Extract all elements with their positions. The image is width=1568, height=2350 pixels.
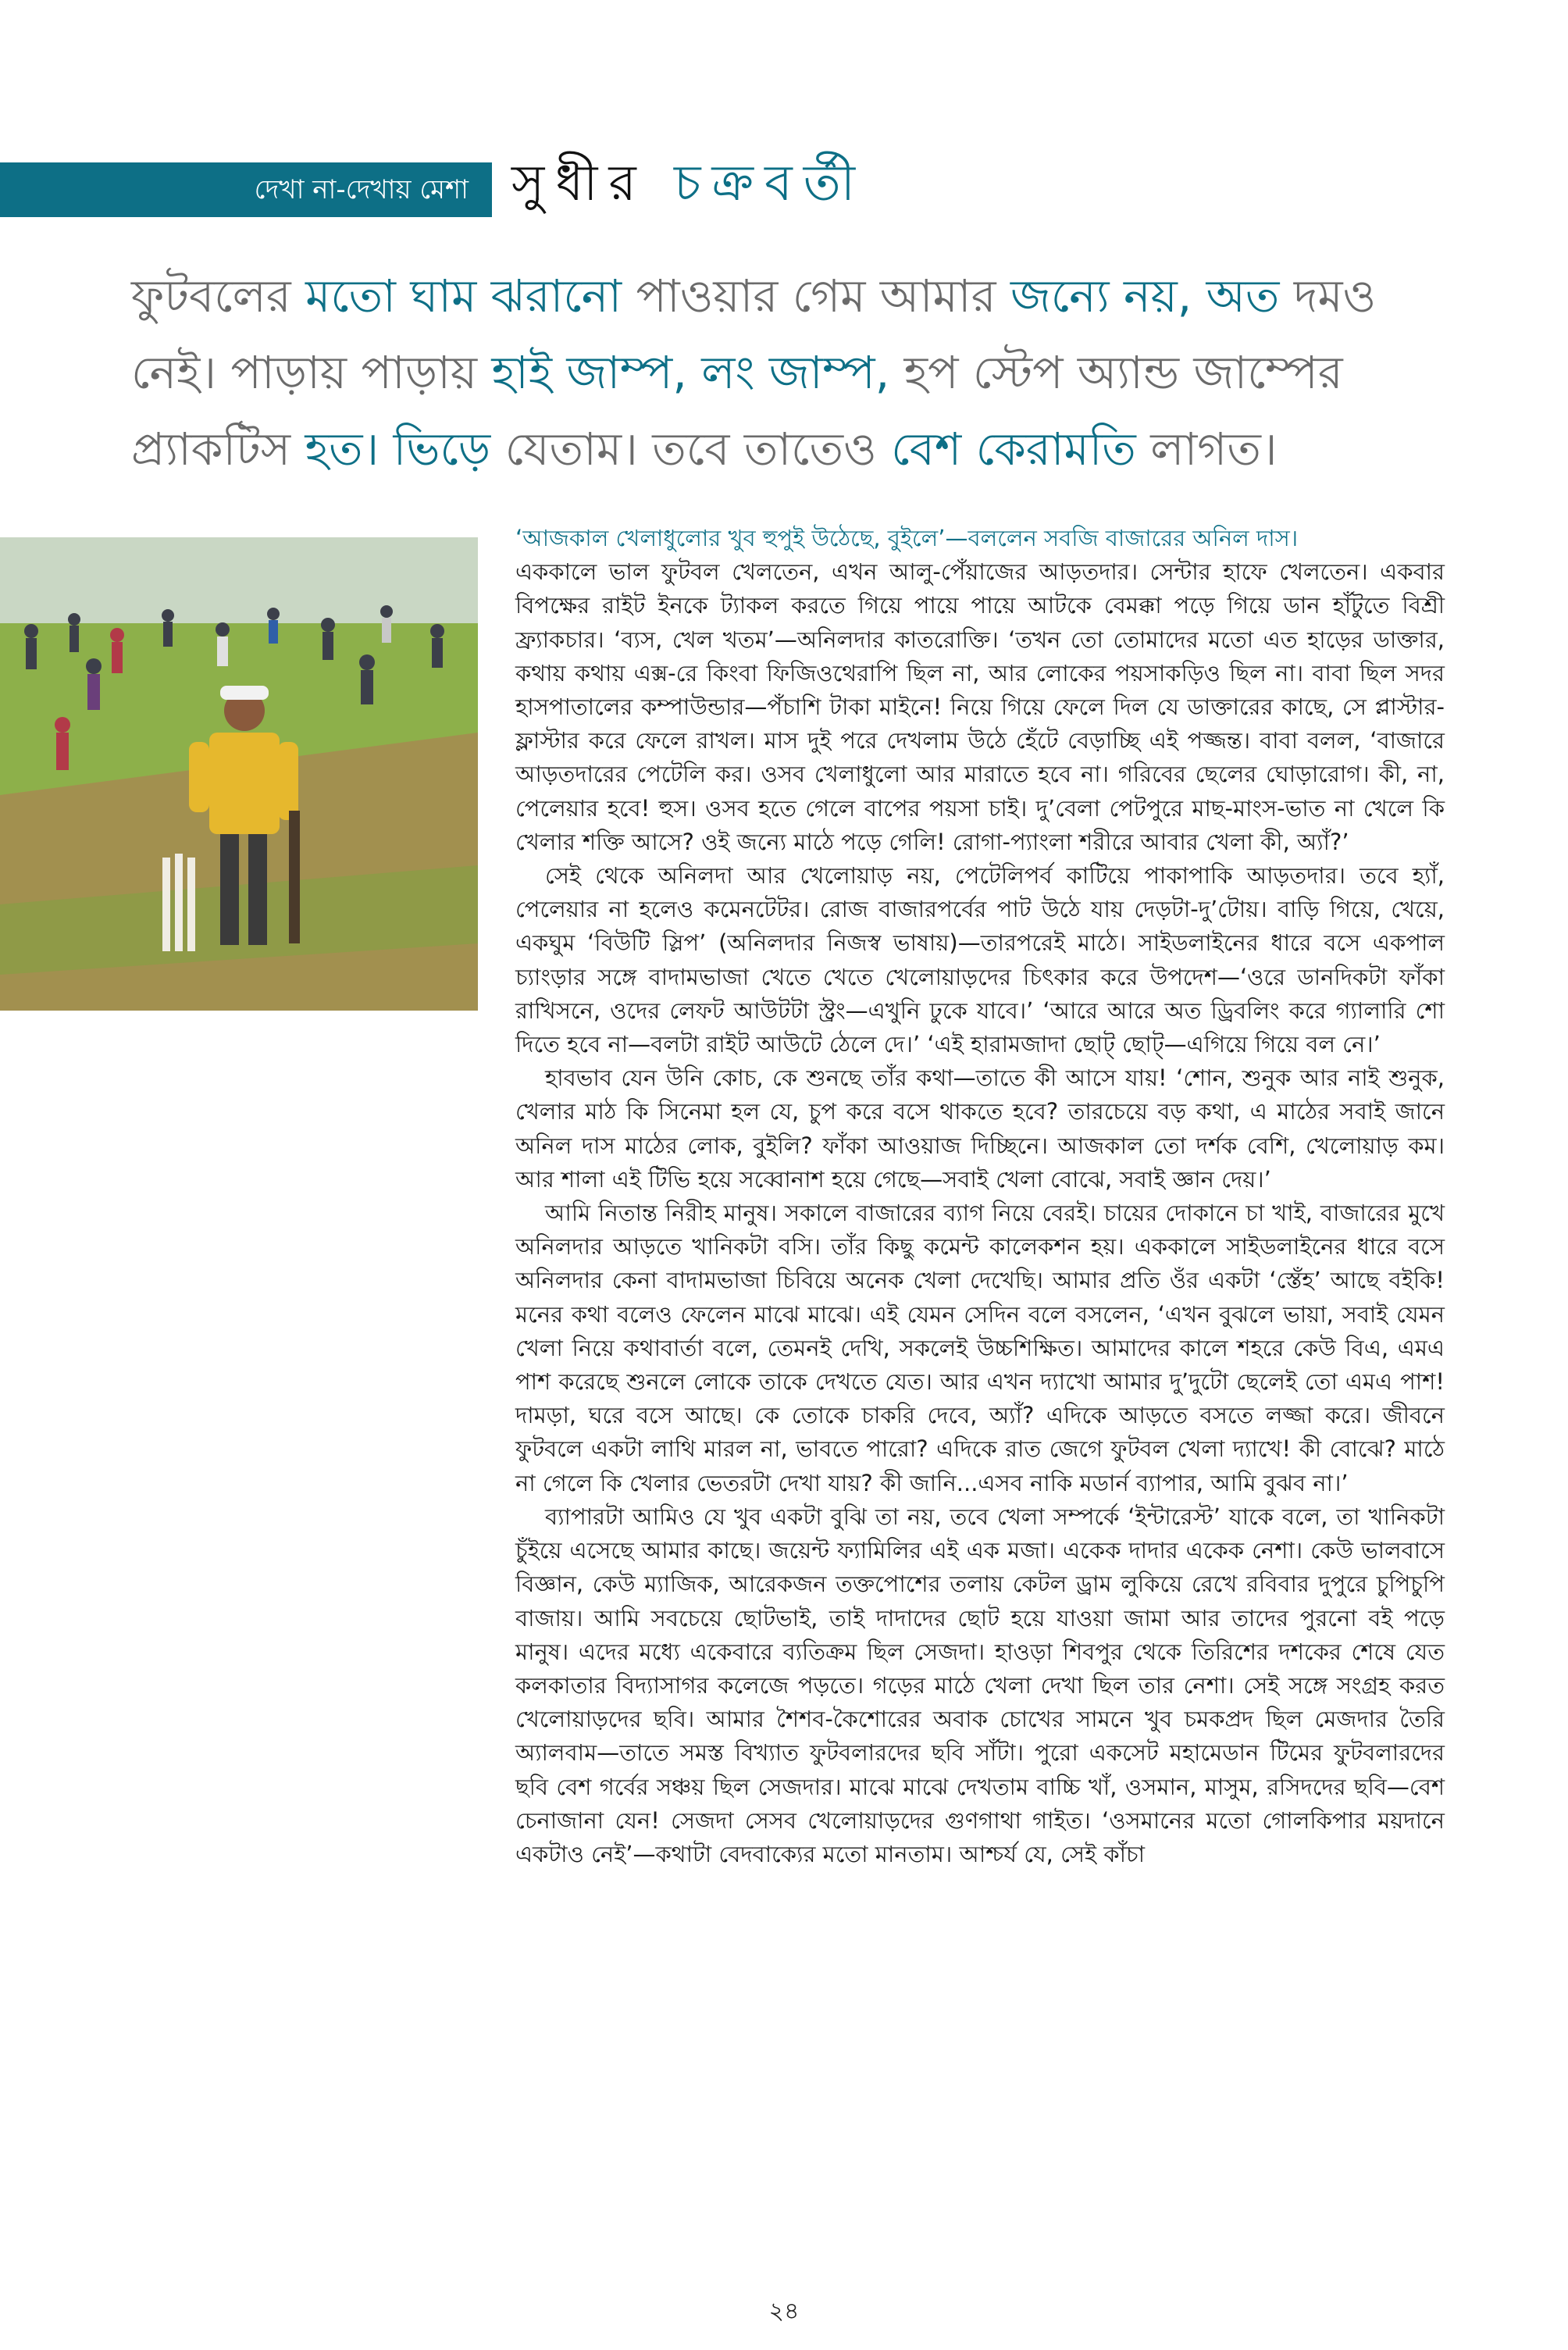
author-last-name: চক্রবর্তী [674,155,867,212]
intro-highlight: মতো ঘাম ঝরানো [305,269,622,323]
section-header-band [0,162,492,217]
intro-text: দমও নেই। পাড়ায় পাড়ায় [131,269,1377,399]
cricket-stumps [162,854,195,951]
lead-quote: ‘আজকাল খেলাধুলোর খুব হুপুই উঠেছে, বুইলে’—বললেন সবজি বাজারের অনিল দাস। [515,525,1299,551]
page-number: ২৪ [768,2298,800,2325]
intro-highlight: বেশ কেরামতি [891,423,1136,476]
paragraph: সেই থেকে অনিলদা আর খেলোয়াড় নয়, পেটেলিপর্ব কাটিয়ে পাকাপাকি আড়তদার। তবে হ্যাঁ, পেলেয়ার না হলেও কমেনটেটর। রোজ বাজারপর্বের পাট উঠে যায় দেড়টা-দু’টোয়। বাড়ি গিয়ে, খেয়ে, একঘুম ‘বিউটি স্লিপ’ (অনিলদার নিজস্ব ভাষায়)—তারপরেই মাঠে। সাইডলাইনের ধারে বসে একপাল চ্যাংড়ার সঙ্গে বাদামভাজা খেতে খেতে খেলোয়াড়দের চিৎকার করে উপদেশ—‘ওরে ডানদিকটা ফাঁকা রাখিসনে, ওদের লেফট আউটটা স্ট্রং—এখুনি ঢুকে যাবে।’ ‘আরে আরে অত ড্রিবলিং করে গ্যালারি শো দিতে হবে না—বলটা রাইট আউটে ঠেলে দে।’ ‘এই হারামজাদা ছোট্ ছোট্—এগিয়ে গিয়ে বল নে।’ [515,862,1445,1058]
intro-text: লাগত। [1135,423,1278,476]
intro-text: পাওয়ার গেম আমার [622,269,1010,323]
paragraph: এককালে ভাল ফুটবল খেলতেন, এখন আলু-পেঁয়াজের আড়তদার। সেন্টার হাফে খেলতেন। একবার বিপক্ষের রাইট ইনকে ট্যাকল করতে গিয়ে পায়ে পায়ে আটকে বেমক্কা পড়ে গিয়ে ডান হাঁটুতে বিশ্রী ফ্র্যাকচার। ‘ব্যস, খেল খতম’—অনিলদার কাতরোক্তি। ‘তখন তো তোমাদের মতো এত হাড়ের ডাক্তার, কথায় কথায় এক্স-রে কিংবা ফিজিওথেরাপি ছিল না, আর লোকের পয়সাকড়িও ছিল না। বাবা ছিল সদর হাসপাতালের কম্পাউন্ডার—পঁচাশি টাকা মাইনে! নিয়ে গিয়ে ফেলে দিল যে ডাক্তারের কাছে, সে প্লাস্টার-ফ্লাস্টার করে ফেলে রাখল। মাস দুই পরে দেখলাম উঠে হেঁটে বেড়াচ্ছি এই পজ্জন্ত। বাবা বলল, ‘বাজারে আড়তদারের পেটেলি কর। ওসব খেলাধুলো আর মারাতে হবে না। গরিবের ছেলের ঘোড়ারোগ। কী, না, পেলেয়ার হবে! হুস। ওসব হতে গেলে বাপের পয়সা চাই। দু’বেলা পেটপুরে মাছ-মাংস-ভাত না খেলে কি খেলার শক্তি আসে? ওই জন্যে মাঠে পড়ে গেলি! রোগা-প্যাংলা শরীরে আবার খেলা কী, অ্যাঁ?’ [515,558,1445,855]
section-title: দেখা না-দেখায় মেশা [254,174,469,205]
intro-paragraph [131,258,1443,487]
intro-text: ফুটবলের [131,269,306,323]
paragraph: ব্যাপারটা আমিও যে খুব একটা বুঝি তা নয়, তবে খেলা সম্পর্কে ‘ইন্টারেস্ট’ যাকে বলে, তা খানিকটা চুঁইয়ে এসেছে আমার কাছে। জয়েন্ট ফ্যামিলির এই এক মজা। একেক দাদার একেক নেশা। কেউ ভালবাসে বিজ্ঞান, কেউ ম্যাজিক, আরেকজন তক্তপোশের তলায় কেটল ড্রাম লুকিয়ে রেখে রবিবার দুপুরে চুপিচুপি বাজায়। আমি সবচেয়ে ছোটভাই, তাই দাদাদের ছোট হয়ে যাওয়া জামা আর তাদের পুরনো বই পড়ে মানুষ। এদের মধ্যে একেবারে ব্যতিক্রম ছিল সেজদা। হাওড়া শিবপুর থেকে তিরিশের দশকের শেষে যেত কলকাতার বিদ্যাসাগর কলেজে পড়তে। গড়ের মাঠে খেলা দেখা ছিল তার নেশা। সেই সঙ্গে সংগ্রহ করত খেলোয়াড়দের ছবি। আমার শৈশব-কৈশোরের অবাক চোখের সামনে খুব চমকপ্রদ ছিল মেজদার তৈরি অ্যালবাম—তাতে সমস্ত বিখ্যাত ফুটবলারদের ছবি সাঁটা। পুরো একসেট মহামেডান টিমের ফুটবলারদের ছবি বেশ গর্বের সঞ্চয় ছিল সেজদার। মাঝে মাঝে দেখতাম বাচ্চি খাঁ, ওসমান, মাসুম, রসিদদের ছবি—বেশ চেনাজানা যেন! সেজদা সেসব খেলোয়াড়দের গুণগাথা গাইত। ‘ওসমানের মতো গোলকিপার ময়দানে একটাও নেই’—কথাটা বেদবাক্যের মতো মানতাম। আশ্চর্য যে, সেই কাঁচা [515,1503,1445,1867]
photo-illustration [0,537,478,1011]
author-first-name: সুধীর [511,155,647,212]
intro-highlight: হত। ভিড়ে [305,423,491,476]
author-name [511,148,866,219]
paragraph: আমি নিতান্ত নিরীহ মানুষ। সকালে বাজারের ব্যাগ নিয়ে বেরই। চায়ের দোকানে চা খাই, বাজারের মুখে অনিলদার আড়তে খানিকটা বসি। তাঁর কিছু কমেন্ট কালেকশন হয়। এককালে সাইডলাইনের ধারে বসে অনিলদার কেনা বাদামভাজা চিবিয়ে অনেক খেলা দেখেছি। আমার প্রতি ওঁর একটা ‘স্তেঁহ’ আছে বইকি! মনের কথা বলেও ফেলেন মাঝে মাঝে। এই যেমন সেদিন বলে বসলেন, ‘এখন বুঝলে ভায়া, সবাই যেমন খেলা নিয়ে কথাবার্তা বলে, তেমনই দেখি, সকলেই উচ্চশিক্ষিত। আমাদের কালে শহরে কেউ বিএ, এমএ পাশ করেছে শুনলে লোকে তাকে দেখতে যেত। আর এখন দ্যাখো আমার দু’দুটো ছেলেই তো এমএ পাশ! দামড়া, ঘরে বসে আছে। কে তোকে চাকরি দেবে, অ্যাঁ? এদিকে আড়তে বসতে লজ্জা করে। জীবনে ফুটবলে একটা লাথি মারল না, ভাবতে পারো? এদিকে রাত জেগে ফুটবল খেলা দ্যাখে! কী বোঝে? মাঠে না গেলে কি খেলার ভেতরটা দেখা যায়? কী জানি...এসব নাকি মডার্ন ব্যাপার, আমি বুঝব না।’ [515,1200,1445,1496]
intro-text: হপ স্টেপ অ্যান্ড জাম্পের প্র্যাকটিস [131,346,1343,476]
paragraph: হাবভাব যেন উনি কোচ, কে শুনছে তাঁর কথা—তাতে কী আসে যায়! ‘শোন, শুনুক আর নাই শুনুক, খেলার মাঠ কি সিনেমা হল যে, চুপ করে বসে থাকতে হবে? তারচেয়ে বড় কথা, এ মাঠের সবাই জানে অনিল দাস মাঠের লোক, বুইলি? ফাঁকা আওয়াজ দিচ্ছিনে। আজকাল তো দর্শক বেশি, খেলোয়াড় কম। আর শালা এই টিভি হয়ে সব্বোনাশ হয়ে গেছে—সবাই খেলা বোঝে, সবাই জ্ঞান দেয়।’ [515,1064,1445,1193]
cricket-field-photo [0,537,478,1011]
intro-highlight: হাই জাম্প, লং জাম্প, [491,346,890,399]
intro-highlight: জন্যে নয়, অত [1010,269,1280,323]
intro-text: যেতাম। তবে তাতেও [490,423,892,476]
article-body [515,522,1445,1871]
